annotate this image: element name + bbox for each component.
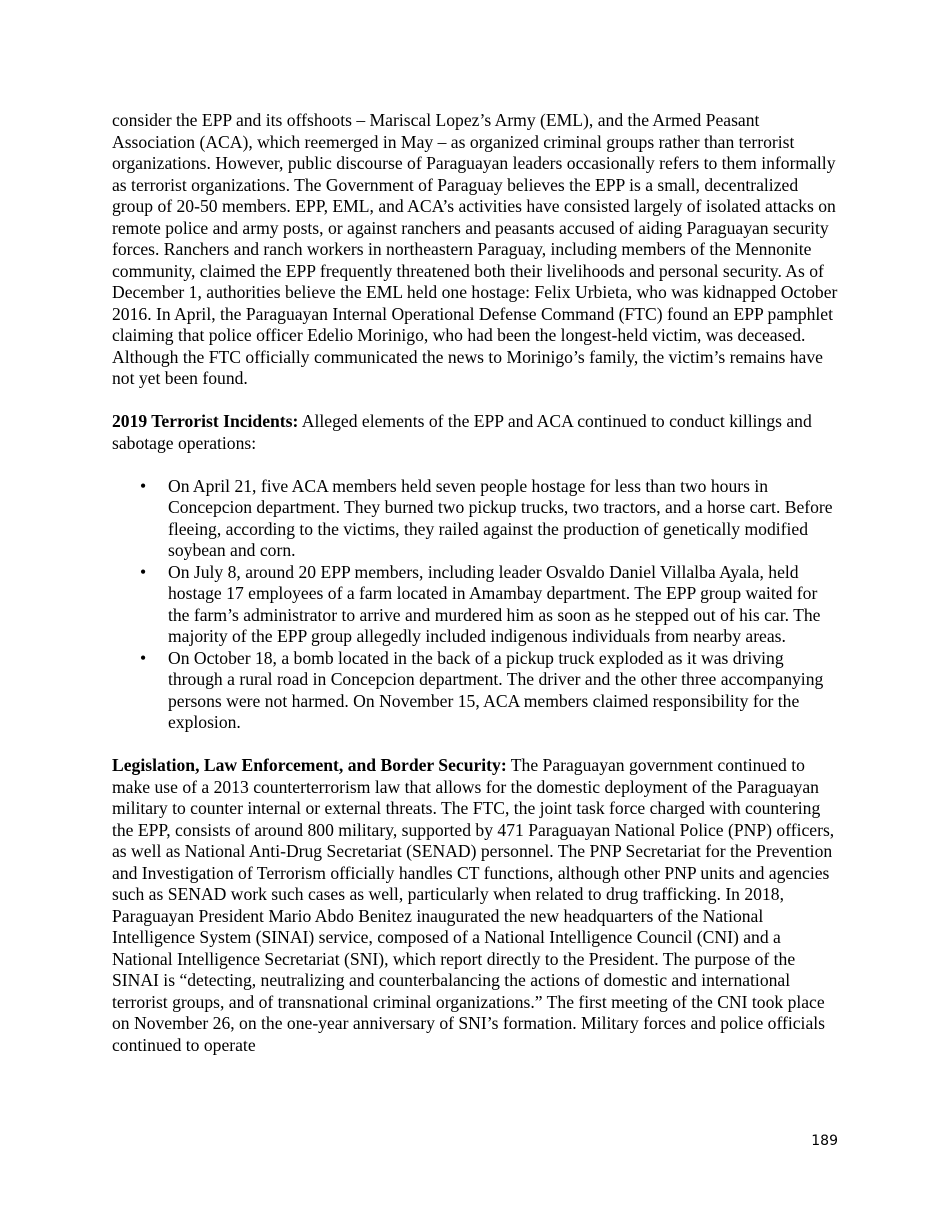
incidents-intro-text: Alleged elements of the EPP and ACA continued to conduct killings and sabotage operations: xyxy=(112,411,812,453)
bullet-icon: • xyxy=(140,647,147,668)
legislation-text: The Paraguayan government continued to make use of a 2013 counterterrorism law that allows for the domestic deployment of the Paraguayan military to counter internal or external threats. The FTC, the joint task force charged with countering the EPP, consists of around 800 military, supported by 471 Paraguayan National Police (PNP) officers, as well as National Anti-Drug Secretariat (SENAD) personnel. The PNP Secretariat for the Prevention and Investigation of Terrorism officially handles CT functions, although other PNP units and agencies such as SENAD work such cases as well, particularly when related to drug trafficking. In 2018, Paraguayan President Mario Abdo Benitez inaugurated the new headquarters of the National Intelligence System (SINAI) service, composed of a National Intelligence Council (CNI) and a National Intelligence Secretariat (SNI), which report directly to the President. The purpose of the SINAI is “detecting, neutralizing and counterbalancing the actions of domestic and international terrorist groups, and of transnational criminal organizations.” The first meeting of the CNI took place on November 26, on the one-year anniversary of SNI’s formation. Military forces and police officials continued to operate xyxy=(112,755,835,1055)
legislation-heading: Legislation, Law Enforcement, and Border Security: xyxy=(112,755,507,775)
page-body xyxy=(112,110,842,1056)
legislation-paragraph xyxy=(112,755,842,1056)
list-item-text: On July 8, around 20 EPP members, including leader Osvaldo Daniel Villalba Ayala, held hostage 17 employees of a farm located in Amambay department. The EPP group waited for the farm’s administrator to arrive and murdered him as soon as he stepped out of his car. The majority of the EPP group allegedly included indigenous individuals from nearby areas. xyxy=(168,561,821,646)
list-item xyxy=(112,476,842,562)
bullet-icon: • xyxy=(140,561,147,582)
incidents-heading: 2019 Terrorist Incidents: xyxy=(112,411,299,431)
incidents-list xyxy=(112,476,842,734)
bullet-icon: • xyxy=(140,475,147,496)
list-item-text: On April 21, five ACA members held seven people hostage for less than two hours in Concepcion department. They burned two pickup trucks, two tractors, and a horse cart. Before fleeing, according to the victims, they railed against the production of genetically modified soybean and corn. xyxy=(168,475,833,560)
incidents-paragraph xyxy=(112,411,842,454)
list-item xyxy=(112,562,842,648)
list-item-text: On October 18, a bomb located in the back of a pickup truck exploded as it was driving through a rural road in Concepcion department. The driver and the other three accompanying persons were not harmed. On November 15, ACA members claimed responsibility for the explosion. xyxy=(168,647,824,732)
intro-paragraph: consider the EPP and its offshoots – Mariscal Lopez’s Army (EML), and the Armed Peasant Association (ACA), which reemerged in May – as organized criminal groups rather than terrorist organizations. However, public discourse of Paraguayan leaders occasionally refers to them informally as terrorist organizations. The Government of Paraguay believes the EPP is a small, decentralized group of 20-50 members. EPP, EML, and ACA’s activities have consisted largely of isolated attacks on remote police and army posts, or against ranchers and peasants accused of aiding Paraguayan security forces. Ranchers and ranch workers in northeastern Paraguay, including members of the Mennonite community, claimed the EPP frequently threatened both their livelihoods and personal security. As of December 1, authorities believe the EML held one hostage: Felix Urbieta, who was kidnapped October 2016. In April, the Paraguayan Internal Operational Defense Command (FTC) found an EPP pamphlet claiming that police officer Edelio Morinigo, who had been the longest-held victim, was deceased. Although the FTC officially communicated the news to Morinigo’s family, the victim’s remains have not yet been found. xyxy=(112,110,838,388)
list-item xyxy=(112,648,842,734)
page-number: 189 xyxy=(811,1133,838,1149)
